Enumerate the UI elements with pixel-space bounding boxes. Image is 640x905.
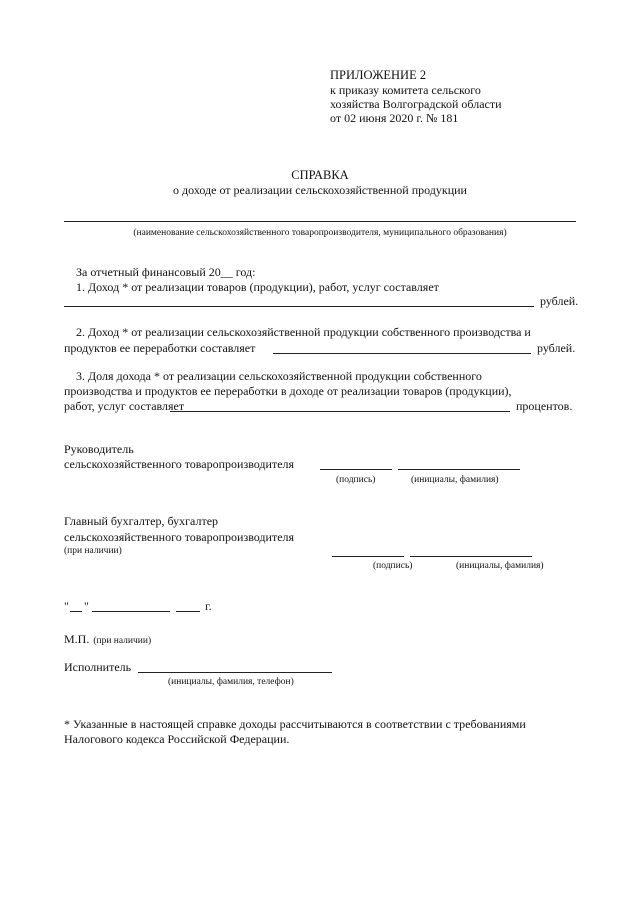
date-year-field[interactable]	[176, 611, 200, 612]
accountant-label-1: Главный бухгалтер, бухгалтер	[64, 514, 219, 528]
item2-suffix: рублей.	[537, 341, 576, 355]
item2-amount-field[interactable]	[273, 353, 531, 354]
period-label: За отчетный финансовый 20__ год:	[76, 265, 256, 279]
head-signature-caption: (подпись)	[336, 475, 376, 485]
appendix-line-2: хозяйства Волгоградской области	[330, 97, 502, 111]
producer-name-caption: (наименование сельскохозяйственного товаропроизводителя, муниципального образования)	[133, 228, 507, 238]
item3-line-1: 3. Доля дохода * от реализации сельскохозяйственной продукции собственного	[76, 369, 482, 383]
executor-caption: (инициалы, фамилия, телефон)	[168, 677, 294, 687]
head-label-2: сельскохозяйственного товаропроизводителя	[64, 457, 295, 471]
executor-label: Исполнитель	[64, 660, 132, 674]
stamp-line	[64, 630, 151, 648]
footnote-line-2: Налогового кодекса Российской Федерации.	[64, 732, 290, 746]
item3-line-3: работ, услуг составляет	[64, 399, 185, 413]
accountant-label-2: сельскохозяйственного товаропроизводителя	[64, 530, 295, 544]
appendix-title: ПРИЛОЖЕНИЕ 2	[330, 68, 427, 82]
item1-text: 1. Доход * от реализации товаров (продукции), работ, услуг составляет	[76, 280, 439, 294]
date-quote-close: "	[84, 599, 89, 613]
item3-suffix: процентов.	[516, 399, 573, 413]
appendix-line-1: к приказу комитета сельского	[330, 83, 481, 97]
item1-amount-field[interactable]	[64, 306, 534, 307]
head-label-1: Руководитель	[64, 442, 134, 456]
head-signature-field[interactable]	[320, 469, 392, 470]
appendix-line-3: от 02 июня 2020 г. № 181	[330, 111, 459, 125]
date-year-suffix: г.	[205, 599, 212, 613]
footnote-line-1: * Указанные в настоящей справке доходы рассчитываются в соответствии с требованиями	[64, 717, 526, 731]
head-name-field[interactable]	[398, 469, 520, 470]
accountant-signature-field[interactable]	[332, 556, 404, 557]
date-month-field[interactable]	[92, 611, 170, 612]
document-title: СПРАВКА	[291, 168, 349, 182]
item1-suffix: рублей.	[540, 294, 579, 308]
document-subtitle: о доходе от реализации сельскохозяйственной продукции	[173, 183, 467, 197]
stamp-label: М.П.	[64, 632, 90, 646]
executor-field[interactable]	[138, 672, 332, 673]
date-quote-open: "	[64, 599, 69, 613]
item2-line-1: 2. Доход * от реализации сельскохозяйственной продукции собственного производства и	[76, 325, 531, 339]
producer-name-field[interactable]	[64, 221, 576, 222]
accountant-note: (при наличии)	[64, 546, 122, 556]
stamp-note: (при наличии)	[93, 636, 152, 646]
accountant-name-field[interactable]	[410, 556, 532, 557]
date-day-field[interactable]	[70, 611, 82, 612]
accountant-signature-caption: (подпись)	[373, 561, 413, 571]
item2-line-2: продуктов ее переработки составляет	[64, 341, 256, 355]
item3-percent-field[interactable]	[170, 411, 510, 412]
accountant-name-caption: (инициалы, фамилия)	[456, 561, 544, 571]
head-name-caption: (инициалы, фамилия)	[411, 475, 499, 485]
item3-line-2: производства и продуктов ее переработки в доходе от реализации товаров (продукции),	[64, 384, 512, 398]
